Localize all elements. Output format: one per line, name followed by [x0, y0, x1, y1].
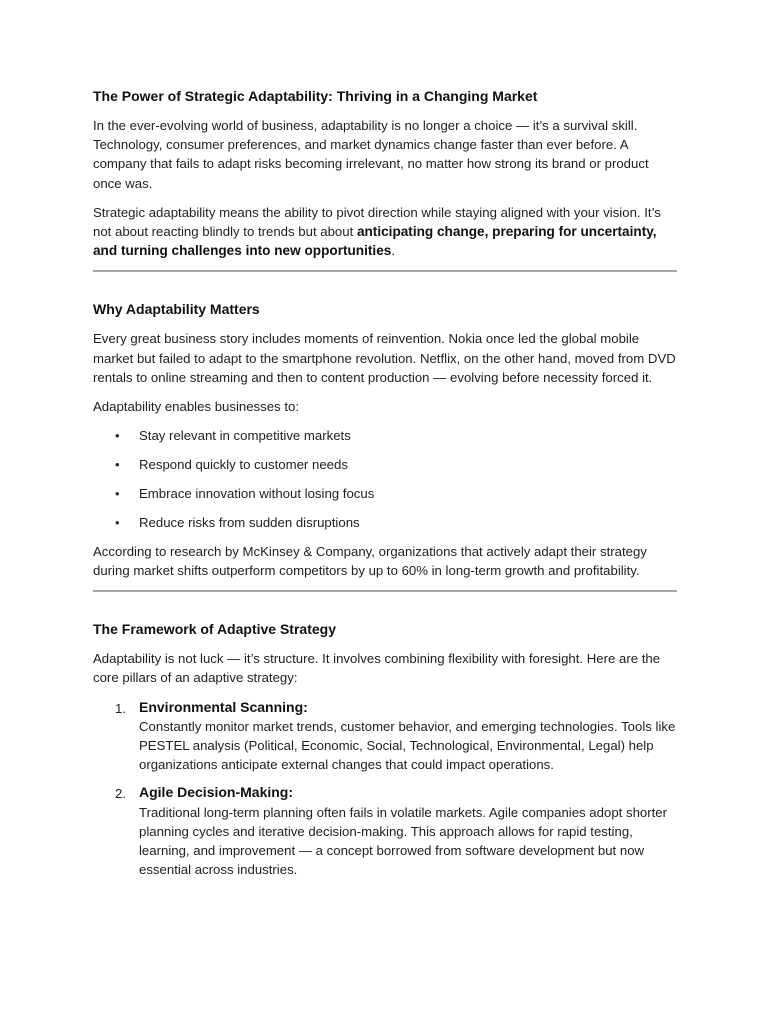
paragraph-research: According to research by McKinsey & Company, organizations that actively adapt their strategy during market shifts outperform competitors by up to 60% in long-term growth and profitability.: [93, 543, 647, 579]
paragraph-intro: In the ever-evolving world of business, adaptability is no longer a choice — it’s a survival skill. Technology, consumer preferences, and market dynamics change faster than ever before. A company that fails to adapt risks becoming irrelevant, no matter how strong its brand or product once was.: [93, 118, 649, 191]
definition-text: Strategic adaptability means the ability to pivot direction while staying aligned with your vision. It’s not about reacting blindly to trends but about: [93, 204, 661, 240]
bullet-icon: •: [115, 457, 120, 473]
definition-end: .: [391, 243, 395, 259]
bullet-icon: •: [115, 485, 120, 501]
section-title-strategic-adaptability: The Power of Strategic Adaptability: Thriving in a Changing Market: [93, 88, 538, 104]
pillar-body: Constantly monitor market trends, customer behavior, and emerging technologies. Tools like PESTEL analysis (Political, Economic, Social, Technological, Environmental, Legal) help organizations anticipate external changes that could impact operations.: [139, 718, 676, 773]
pillar-item: [93, 783, 677, 879]
bullet-icon: •: [115, 428, 120, 444]
list-intro: Adaptability enables businesses to:: [93, 399, 300, 415]
pillar-body: Traditional long-term planning often fails in volatile markets. Agile companies adopt shorter planning cycles and iterative decision-making. This approach allows for rapid testing, learning, and improvement — a concept borrowed from software development but now essential across industries.: [139, 804, 668, 878]
paragraph-definition: [93, 203, 677, 261]
paragraph-framework-intro: Adaptability is not luck — it’s structure. It involves combining flexibility with foresight. Here are the core pillars of an adaptive strategy:: [93, 651, 661, 686]
pillar-number: 2.: [115, 786, 126, 802]
list-item: [93, 513, 677, 532]
section-divider: [93, 270, 677, 272]
document-page: [93, 86, 677, 888]
list-item-text: Reduce risks from sudden disruptions: [139, 514, 360, 530]
pillar-number: 1.: [115, 700, 126, 716]
pillars-list: [93, 698, 677, 880]
section-divider: [93, 590, 677, 592]
list-item: [93, 455, 677, 474]
pillar-item: [93, 698, 677, 775]
list-item: [93, 484, 677, 503]
paragraph-reinvention: Every great business story includes moments of reinvention. Nokia once led the global mobile market but failed to adapt to the smartphone revolution. Netflix, on the other hand, moved from DVD rentals to online streaming and then to content production — evolving before necessity forced it.: [93, 331, 676, 385]
bullet-icon: •: [115, 514, 120, 530]
list-item-text: Embrace innovation without losing focus: [139, 485, 375, 501]
pillar-title: Environmental Scanning:: [139, 698, 308, 715]
list-item-text: Respond quickly to customer needs: [139, 457, 348, 473]
benefits-list: [93, 426, 677, 532]
list-item-text: Stay relevant in competitive markets: [139, 428, 351, 444]
pillar-title: Agile Decision-Making:: [139, 784, 294, 801]
definition-emphasis: anticipating change, preparing for uncertainty, and turning challenges into new opportunities: [93, 224, 657, 259]
section-title-framework: The Framework of Adaptive Strategy: [93, 621, 336, 638]
section-title-why-adaptability: Why Adaptability Matters: [93, 301, 260, 318]
list-item: [93, 426, 677, 445]
